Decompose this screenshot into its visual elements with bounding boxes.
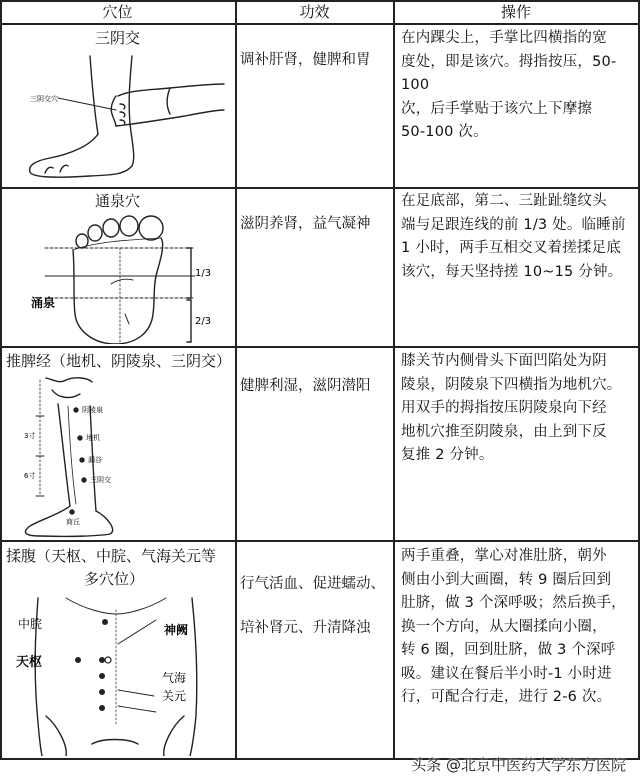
row2-acupoint-name: 通泉穴: [94, 192, 140, 210]
row1-effect: 调补肝肾，健脾和胃: [240, 52, 371, 68]
row2-operation: 在足底部，第二、三趾趾缝纹头 端与足跟连线的前 1/3 处。临睡前 1 小时，两手互相交叉着搓揉足底 该穴，每天坚持搓 10~15 分钟。: [401, 193, 626, 280]
sanyinjiao-figure-label: 三阴交穴: [30, 95, 58, 103]
tibia-outline: [58, 404, 70, 506]
row1-operation: 在内踝尖上，手掌比四横指的宽 度处，即是该穴。拇指按压，50-100 次，后手掌贴于该穴上下摩擦 50-100 次。: [401, 30, 617, 140]
foot-outline: [30, 124, 134, 177]
table-border-left: [0, 0, 2, 760]
table-divider-2: [393, 0, 395, 760]
zhongwan-figure-label: 中脘: [18, 617, 43, 631]
table-border-right: [638, 0, 640, 760]
sole-outline: [73, 238, 163, 344]
yinlingquan-figure-label: 阴陵泉: [82, 406, 103, 414]
row1-acupoint-name: 三阴交: [94, 29, 140, 47]
hand-outline: [118, 84, 224, 96]
tianshu-figure-label: 天枢: [16, 655, 43, 670]
table-divider-1: [235, 0, 237, 760]
diji-figure-label: 地机: [86, 434, 100, 442]
sole-illustration: [25, 214, 225, 344]
row4-effect: 行气活血、促进蠕动、 培补肾元、升清降浊: [240, 576, 385, 636]
row-line-1: [0, 187, 640, 189]
leg-meridian-illustration: [10, 376, 225, 538]
qihai-figure-label: 气海: [162, 671, 187, 685]
row4-operation: 两手重叠，掌心对准肚脐，朝外 侧由小到大画圈，转 9 圈后回到 肚脐，做 3 个深呼吸；然后换手， 换一个方向，从大圈揉向小圈， 转 6 圈，回到肚脐，做 3 个深呼 吸。建议在餐后半小时-1 小时进 行，可配合行走，进行 2-6 次。: [401, 548, 626, 705]
row-line-3: [0, 540, 640, 542]
leg-outline: [90, 56, 98, 134]
row4-acupoint-name: 揉腹（天枢、中脘、气海关元等 多穴位）: [6, 547, 217, 588]
knee-outline: [46, 378, 92, 382]
row3-acupoint-name: 推脾经（地机、阴陵泉、三阴交）: [6, 352, 232, 370]
header-bottom-line: [0, 23, 640, 25]
row2-effect: 滋阴养肾，益气凝神: [240, 216, 371, 232]
header-acupoint: 穴位: [102, 3, 133, 21]
shenque-figure-label: 神阙: [164, 623, 189, 637]
lougu-figure-label: 漏谷: [88, 456, 102, 464]
torso-outline-right: [190, 598, 197, 756]
row3-operation: 膝关节内侧骨头下面凹陷处为阴 陵泉，阴陵泉下四横指为地机穴。 用双手的拇指按压阴陵泉向下经 地机穴推至阴陵泉，由上到下反 复推 2 分钟。: [401, 353, 622, 463]
row3-effect: 健脾利湿，滋阴潜阳: [240, 378, 371, 394]
two-thirds-label: 2/3: [195, 316, 212, 327]
header-operation: 操作: [500, 3, 531, 21]
abdomen-illustration: [6, 596, 232, 756]
pointer-line: [58, 98, 116, 110]
guanyuan-figure-label: 关元: [162, 689, 187, 703]
row-line-2: [0, 346, 640, 348]
six-cun-label: 6寸: [24, 472, 36, 480]
three-cun-label: 3寸: [24, 432, 36, 440]
header-effect: 功效: [299, 3, 330, 21]
ankle-illustration: [20, 54, 225, 182]
one-third-label: 1/3: [195, 268, 212, 279]
shangqiu-figure-label: 商丘: [66, 518, 80, 526]
source-watermark: 头条 @北京中医药大学东方医院: [411, 756, 626, 774]
sanyinjiao-figure-label-2: 三阴交: [90, 476, 111, 484]
yongquan-figure-label: 涌泉: [31, 296, 56, 310]
leg-outline-back: [129, 56, 132, 124]
